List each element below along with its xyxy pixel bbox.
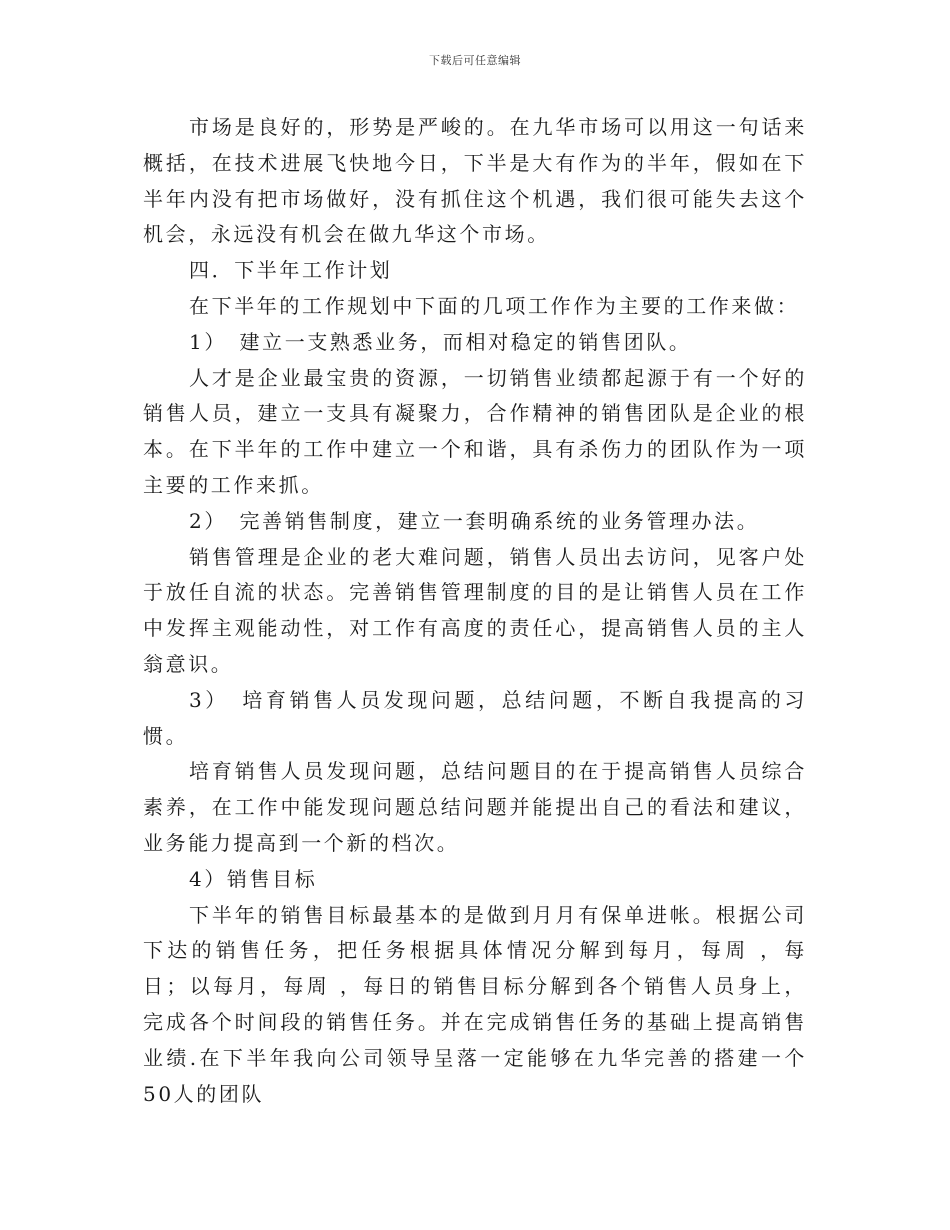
paragraph-team-building: 人才是企业最宝贵的资源，一切销售业绩都起源于有一个好的销售人员，建立一支具有凝聚力，合作精神的销售团队是企业的根本。在下半年的工作中建立一个和谐，具有杀伤力的团队作为一项主要的工作来抓。 bbox=[143, 365, 807, 497]
paragraph-problem-finding: 培育销售人员发现问题，总结问题目的在于提高销售人员综合素养，在工作中能发现问题总结问题并能提出自己的看法和建议，业务能力提高到一个新的档次。 bbox=[143, 759, 807, 855]
list-item-1-heading: 1） 建立一支熟悉业务，而相对稳定的销售团队。 bbox=[189, 329, 692, 354]
section-heading-plan: 四．下半年工作计划 bbox=[189, 258, 393, 283]
list-item-2-heading: 2） 完善销售制度，建立一套明确系统的业务管理办法。 bbox=[189, 508, 760, 533]
paragraph-sales-management: 销售管理是企业的老大难问题，销售人员出去访问，见客户处于放任自流的状态。完善销售管理制度的目的是让销售人员在工作中发挥主观能动性，对工作有高度的责任心，提高销售人员的主人翁意识。 bbox=[143, 544, 807, 676]
paragraph-market-situation: 市场是良好的，形势是严峻的。在九华市场可以用这一句话来概括，在技术进展飞快地今日，下半是大有作为的半年，假如在下半年内没有把市场做好，没有抓住这个机遇，我们很可能失去这个机会，永远没有机会在做九华这个市场。 bbox=[143, 115, 807, 247]
paragraph-plan-intro: 在下半年的工作规划中下面的几项工作作为主要的工作来做： bbox=[189, 293, 800, 318]
list-item-4-heading: 4）销售目标 bbox=[189, 866, 318, 891]
document-body bbox=[143, 110, 807, 1112]
paragraph-sales-target: 下半年的销售目标最基本的是做到月月有保单进帐。根据公司下达的销售任务，把任务根据具体情况分解到每月，每周 ，每日；以每月，每周 ，每日的销售目标分解到各个销售人员身上，完成各个时间段的销售任务。并在完成销售任务的基础上提高销售业绩.在下半年我向公司领导呈落一定能够在九华完善的搭建一个50人的团队 bbox=[143, 902, 807, 1106]
list-item-3-heading: 3） 培育销售人员发现问题，总结问题，不断自我提高的习惯。 bbox=[143, 687, 807, 748]
page-header: 下载后可任意编辑 bbox=[429, 54, 521, 67]
